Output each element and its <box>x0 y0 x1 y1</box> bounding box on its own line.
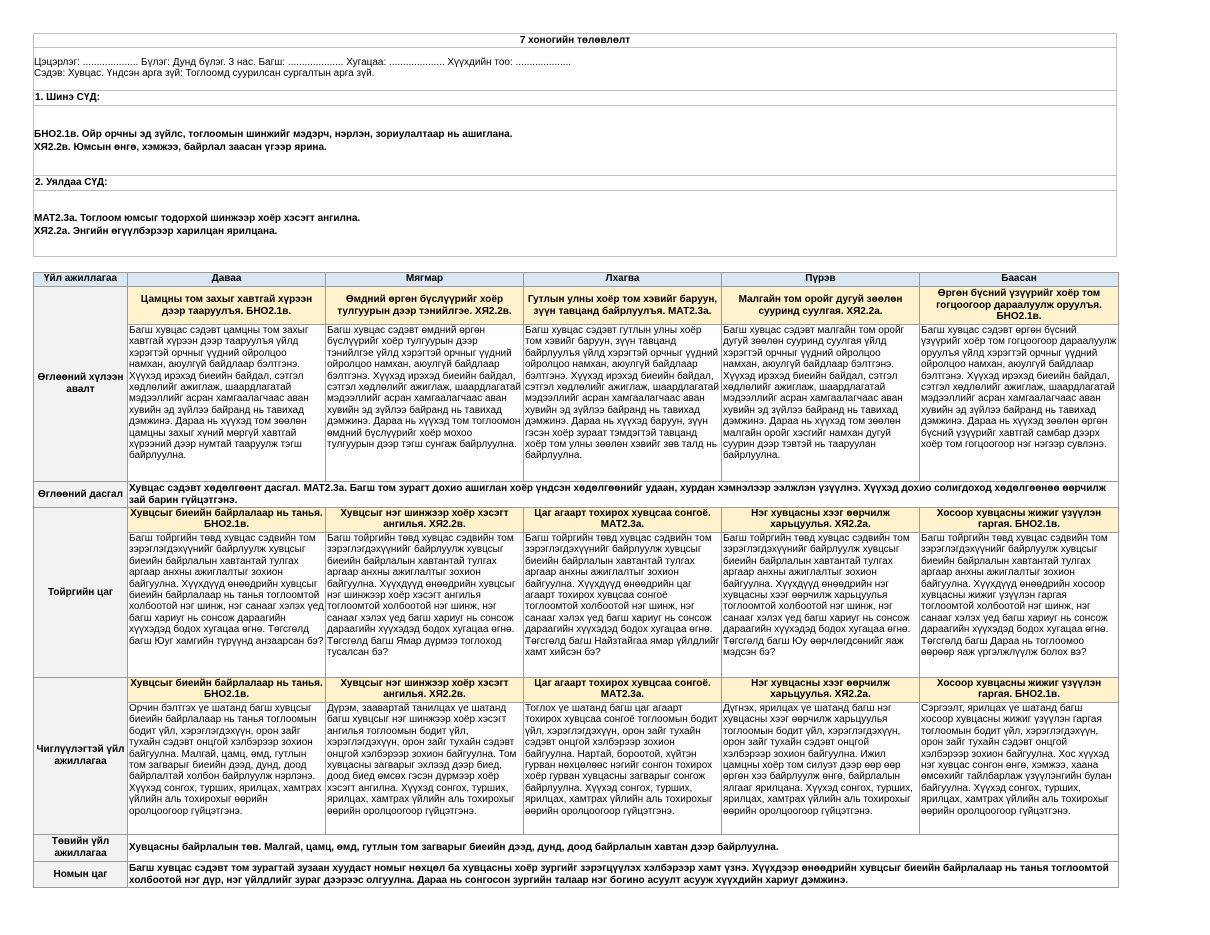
activity-title: Өргөн бүсний үзүүрийг хоёр том гогцоогоор дараалуулж оруулъя. БНО2.1в. <box>920 287 1119 325</box>
table-row <box>34 482 1119 508</box>
activity-text: Багш хувцас сэдэвт өмдний өргөн бүслүүрийг хоёр тулгуурын дээр тэнийлгэе үйлд хэрэгтэй орчныг үүдний ойролцоо намхан, аюулгүй байдлаар бэлтгэнэ. Хүүхэд ирэхэд биеийн байдал, сэтгэл хөдлөлийг ажиглаж, шаардлагатай мэдээллийг асран хамгаалагчаас аван хувийн эд зүйлээ байранд нь тавихад дэмжинэ. Дараа нь хүүхэд том тоглоомон өмдний бүслүүрийг хоёр мохоо тулгуурын дээр тэгш сунгаж байрлуулна. <box>326 325 524 482</box>
goal-line: БНО2.1в. Ойр орчны эд зүйлс, тоглоомын шинжийг мэдэрч, нэрлэн, зориулалтаар нь ашиглана. <box>34 129 513 140</box>
row-label: Өглөөний хүлээн авалт <box>34 287 128 482</box>
goal-line: МАТ2.3а. Тоглоом юмсыг тодорхой шинжээр хоёр хэсэгт ангилна. <box>34 213 361 224</box>
activity-title: Нэг хувцасны хээг өөрчилж харьцуулья. ХЯ2.2а. <box>722 678 920 703</box>
goal-line: ХЯ2.2а. Энгийн өгүүлбэрээр харилцан ярилцана. <box>34 226 278 237</box>
activity-title: Хувцсыг нэг шинжээр хоёр хэсэгт ангилья. ХЯ2.2в. <box>326 508 524 533</box>
activity-text: Багш хувцас сэдэвт малгайн том оройг дугуй зөөлөн сууринд суулгая үйлд хэрэгтэй орчныг үүдний ойролцоо намхан, аюулгүй байдлаар бэлтгэнэ. Хүүхэд ирэхэд биеийн байдал, сэтгэл хөдлөлийг ажиглаж, шаардлагатай мэдээллийг асран хамгаалагчаас аван хувийн эд зүйлээ байранд нь тавихад дэмжинэ. Дараа нь хүүхэд том зөөлөн малгайн оройг хэсгийг намхан дугуй суурин дээр тэвтэй нь тааруулан байрлуулна. <box>722 325 920 482</box>
header-cell: Лхагва <box>524 273 722 287</box>
activity-title: Өмдний өргөн бүслүүрийг хоёр тулгуурын дээр тэнийлгэе. ХЯ2.2в. <box>326 287 524 325</box>
activity-title: Хувцсыг биеийн байрлалаар нь танья. БНО2.1в. <box>128 678 326 703</box>
activity-title: Малгайн том оройг дугуй зөөлөн сууринд суулгая. ХЯ2.2а. <box>722 287 920 325</box>
table-header-row <box>34 273 1119 287</box>
activity-title: Цаг агаарт тохирох хувцсаа сонгоё. МАТ2.3а. <box>524 508 722 533</box>
activity-text: Орчин бэлтгэх үе шатанд багш хувцсыг биеийн байрлалаар нь танья тоглоомын бодит үйл, хэрэглэгдэхүүн, орон зайг тухайн сэдэвт онцгой хэлбэрээр зохион байгуулна. Малгай, цамц, өмд, гутлын том загварыг биеийн дээд, дунд, доод байрлалтай холбон байрлуулж нэрлэнэ. Хүүхэд сонгох, турших, ярилцах, хамтрах үйлийн аль тохирохыг өөрийн оролцоогоор гүйцэтгэнэ. <box>128 703 326 835</box>
activity-text: Багш тойргийн төвд хувцас сэдвийн том зэрэглэгдэхүүнийг байрлуулж хувцсыг биеийн байрлалын хавтантай тулгах аргаар анхны ажиглалтыг зохион байгуулна. Хүүхдүүд өнөөдрийн цаг агаарт тохирох хувцсаа сонгоё тоглоомтой холбоотой нэг шинж, нэг санааг хэлэх үед багш хариуг нь сонсож дараагийн хүүхэдэд бодох хугацаа өгнө. Төгсгөлд багш Найзтайгаа ямар үйлдлийг хамт хийсэн бэ? <box>524 533 722 678</box>
row-label: Тойргийн цаг <box>34 508 128 678</box>
section-1-title: 1. Шинэ СҮД: <box>34 91 1116 106</box>
activity-text: Дүрэм, заавартай танилцах үе шатанд багш хувцсыг нэг шинжээр хоёр хэсэгт ангилья тоглоомын бодит үйл, хэрэглэгдэхүүн, орон зайг тухайн сэдэвт онцгой хэлбэрээр зохион байгуулна. Том хувцасны загварыг эхлээд дээр биед, доод биед өмсөх гэсэн дүрмээр хоёр хэсэгт ангилна. Хүүхэд сонгох, турших, ярилцах, хамтрах үйлийн аль тохирохыг өөрийн оролцоогоор гүйцэтгэнэ. <box>326 703 524 835</box>
table-row <box>34 287 1119 325</box>
plan-header-box <box>33 33 1117 257</box>
info-block <box>34 48 1116 91</box>
activity-text: Багш тойргийн төвд хувцас сэдвийн том зэрэглэгдэхүүнийг байрлуулж хувцсыг биеийн байрлалын хавтантай тулгах аргаар анхны ажиглалтыг зохион байгуулна. Хүүхдүүд өнөөдрийн хувцсыг нэг шинжээр хоёр хэсэгт ангилья тоглоомтой холбоотой нэг шинж, нэг санааг хэлэх үед багш хариуг нь сонсож дараагийн хүүхэдэд бодох хугацаа өгнө. Төгсгөлд багш Ямар дүрмээ тоглоход тусалсан бэ? <box>326 533 524 678</box>
goal-line: ХЯ2.2в. Юмсын өнгө, хэмжээ, байрлал заасан үгээр ярина. <box>34 142 327 153</box>
row-label: Төвийн үйл ажиллагаа <box>34 835 128 862</box>
activity-text: Тоглох үе шатанд багш цаг агаарт тохирох хувцсаа сонгоё тоглоомын бодит үйл, хэрэглэгдэхүүн, орон зайг тухайн сэдэвт онцгой хэлбэрээр зохион байгуулна. Нартай, бороотой, хүйтэн гурван нөхцөлөөс нэгийг сонгон тохирох хоёр гурван хувцасны загварыг сонгож байрлуулна. Хүүхэд сонгох, турших, ярилцах, хамтрах үйлийн аль тохирохыг өөрийн оролцоогоор гүйцэтгэнэ. <box>524 703 722 835</box>
activity-title: Гутлын улны хоёр том хэвийг баруун, зүүн тавцанд байрлуулъя. МАТ2.3а. <box>524 287 722 325</box>
section-2-title: 2. Уялдаа СҮД: <box>34 176 1116 191</box>
center-text: Хувцасны байрлалын төв. Малгай, цамц, өмд, гутлын том загварыг биеийн дээд, дунд, доод байрлалын хавтан дээр байрлуулна. <box>128 835 1119 862</box>
header-cell: Үйл ажиллагаа <box>34 273 128 287</box>
activity-text: Багш тойргийн төвд хувцас сэдвийн том зэрэглэгдэхүүнийг байрлуулж хувцсыг биеийн байрлалын хавтантай тулгах аргаар анхны ажиглалтыг зохион байгуулна. Хүүхдүүд өнөөдрийн нэг хувцасны хээг өөрчилж харьцуулья тоглоомтой холбоотой нэг шинж, нэг санааг хэлэх үед багш хариуг нь сонсож дараагийн хүүхэдэд бодох хугацаа өгнө. Төгсгөлд багш Юу өөрчлөгдсөнийг яаж мэдсэн бэ? <box>722 533 920 678</box>
weekly-plan-table <box>33 272 1119 888</box>
info-line-2: Сэдэв: Хувцас. Үндсэн арга зүй: Тоглоомд суурилсан сургалтын арга зүй. <box>34 68 375 79</box>
activity-text: Багш хувцас сэдэвт цамцны том захыг хавтгай хүрээн дээр тааруулъя үйлд хэрэгтэй орчныг үүдний ойролцоо намхан, аюулгүй байдлаар бэлтгэнэ. Хүүхэд ирэхэд биеийн байдал, сэтгэл хөдлөлийг ажиглаж, шаардлагатай мэдээллийг асран хамгаалагчаас аван хувийн эд зүйлээ байранд нь тавихад дэмжинэ. Дараа нь хүүхэд том зөөлөн цамцны захыг хүний мөргүй хавтгай хүрээний дээр нумтай тааруулж тэгш байрлуулна. <box>128 325 326 482</box>
header-cell: Даваа <box>128 273 326 287</box>
activity-text: Багш тойргийн төвд хувцас сэдвийн том зэрэглэгдэхүүнийг байрлуулж хувцсыг биеийн байрлалын хавтантай тулгах аргаар анхны ажиглалтыг зохион байгуулна. Хүүхдүүд өнөөдрийн хувцсыг биеийн байрлалаар нь танья тоглоомтой холбоотой нэг шинж, нэг санааг хэлэх үед багш хариуг нь сонсож дараагийн хүүхэдэд бодох хугацаа өгнө. Төгсгөлд багш Юуг хамгийн түрүүнд анзаарсан бэ? <box>128 533 326 678</box>
activity-title: Нэг хувцасны хээг өөрчилж харьцуулья. ХЯ2.2а. <box>722 508 920 533</box>
table-row <box>34 703 1119 835</box>
table-row <box>34 835 1119 862</box>
activity-title: Хосоор хувцасны жижиг үзүүлэн гаргая. БНО2.1в. <box>920 678 1119 703</box>
activity-text: Багш хувцас сэдэвт өргөн бүсний үзүүрийг хоёр том гогцоогоор дараалуулж оруулъя үйлд хэрэгтэй орчныг үүдний ойролцоо намхан, аюулгүй байдлаар бэлтгэнэ. Хүүхэд ирэхэд биеийн байдал, сэтгэл хөдлөлийг ажиглаж, шаардлагатай мэдээллийг асран хамгаалагчаас аван хувийн эд зүйлээ байранд нь тавихад дэмжинэ. Дараа нь хүүхэд зөөлөн өргөн бүсний үзүүрийг хавтгай самбар дээрх хоёр том гогцоогоор нэг нэгээр сувлэнэ. <box>920 325 1119 482</box>
activity-text: Багш хувцас сэдэвт гутлын улны хоёр том хэвийг баруун, зүүн тавцанд байрлуулъя үйлд хэрэгтэй орчныг үүдний ойролцоо намхан, аюулгүй байдлаар бэлтгэнэ. Хүүхэд ирэхэд биеийн байдал, сэтгэл хөдлөлийг ажиглаж, шаардлагатай мэдээллийг асран хамгаалагчаас аван хувийн эд зүйлээ байранд нь тавихад дэмжинэ. Дараа нь хүүхэд баруун, зүүн гэсэн хоёр зураат тэмдэгтэй тавцанд хоёр том улны зөөлөн хэвийг зөв талд нь байрлуулна. <box>524 325 722 482</box>
header-cell: Пүрэв <box>722 273 920 287</box>
document-title: 7 хоногийн төлөвлөлт <box>34 34 1116 48</box>
activity-title: Хувцсыг нэг шинжээр хоёр хэсэгт ангилья. ХЯ2.2в. <box>326 678 524 703</box>
activity-title: Хосоор хувцасны жижиг үзүүлэн гаргая. БНО2.1в. <box>920 508 1119 533</box>
table-row <box>34 325 1119 482</box>
activity-title: Цамцны том захыг хавтгай хүрээн дээр тааруулъя. БНО2.1в. <box>128 287 326 325</box>
row-label: Өглөөний дасгал <box>34 482 128 508</box>
reading-text: Багш хувцас сэдэвт том зурагтай зузаан хуудаст номыг нөхцөл ба хувцасны хоёр зургийг зэрэгцүүлэх хэлбэрээр хамт үзнэ. Хүүхдээр өнөөдрийн хувцсыг биеийн байрлалаар нь танья тоглоомтой холбоотой нэг дүр, нэг үйлдлийг зураг дээрээс олгуулна. Дараа нь сонгосон зургийн талаар нэг богино асуулт асууж хүүхдийн хариуг дэмжинэ. <box>128 862 1119 888</box>
info-line-1: Цэцэрлэг: .................... Бүлэг: Дунд бүлэг. 3 нас. Багш: .................... Хугацаа: .................... Хүүхдийн тоо: .................... <box>34 57 572 68</box>
exercise-text: Хувцас сэдэвт хөдөлгөөнт дасгал. МАТ2.3а. Багш том зурагт дохио ашиглан хоёр үндсэн хөдөлгөөнийг удаан, хурдан хэмнэлээр ээлжлэн үзүүлнэ. Хүүхэд дохио солигдоход хөдөлгөөнөө өөрчилж зай барин гүйцэтгэнэ. <box>128 482 1119 508</box>
activity-text: Багш тойргийн төвд хувцас сэдвийн том зэрэглэгдэхүүнийг байрлуулж хувцсыг биеийн байрлалын хавтантай тулгах аргаар анхны ажиглалтыг зохион байгуулна. Хүүхдүүд өнөөдрийн хосоор хувцасны жижиг үзүүлэн гаргая тоглоомтой холбоотой нэг шинж, нэг санааг хэлэх үед багш хариуг нь сонсож дараагийн хүүхэдэд бодох хугацаа өгнө. Төгсгөлд багш Дараа нь тоглоомоо өөрөөр яаж үргэлжлүүлж болох вэ? <box>920 533 1119 678</box>
activity-title: Цаг агаарт тохирох хувцсаа сонгоё. МАТ2.3а. <box>524 678 722 703</box>
header-cell: Баасан <box>920 273 1119 287</box>
section-1-goals <box>34 106 1116 176</box>
activity-text: Дүгнэх, ярилцах үе шатанд багш нэг хувцасны хээг өөрчилж харьцуулья тоглоомын бодит үйл, хэрэглэгдэхүүн, орон зайг тухайн сэдэвт онцгой хэлбэрээр зохион байгуулна. Ижил цамцны хоёр том силуэт дээр өөр өөр өргөн хээ байрлуулж өнгө, байрлалын ялгааг ярилцана. Хүүхэд сонгох, турших, ярилцах, хамтрах үйлийн аль тохирохыг өөрийн оролцоогоор гүйцэтгэнэ. <box>722 703 920 835</box>
table-row <box>34 533 1119 678</box>
activity-title: Хувцсыг биеийн байрлалаар нь танья. БНО2.1в. <box>128 508 326 533</box>
table-row <box>34 508 1119 533</box>
activity-text: Сэргээлт, ярилцах үе шатанд багш хосоор хувцасны жижиг үзүүлэн гаргая тоглоомын бодит үйл, хэрэглэгдэхүүн, орон зайг тухайн сэдэвт онцгой хэлбэрээр зохион байгуулна. Хос хүүхэд нэг хувцас сонгон өнгө, хэмжээ, хаана өмсөхийг тайлбарлаж үзүүлэнгийн булан байгуулна. Хүүхэд сонгох, турших, ярилцах, хамтрах үйлийн аль тохирохыг өөрийн оролцоогоор гүйцэтгэнэ. <box>920 703 1119 835</box>
header-cell: Мягмар <box>326 273 524 287</box>
row-label: Чиглүүлэгтэй үйл ажиллагаа <box>34 678 128 835</box>
section-2-goals <box>34 191 1116 259</box>
table-row <box>34 862 1119 888</box>
table-row <box>34 678 1119 703</box>
row-label: Номын цаг <box>34 862 128 888</box>
